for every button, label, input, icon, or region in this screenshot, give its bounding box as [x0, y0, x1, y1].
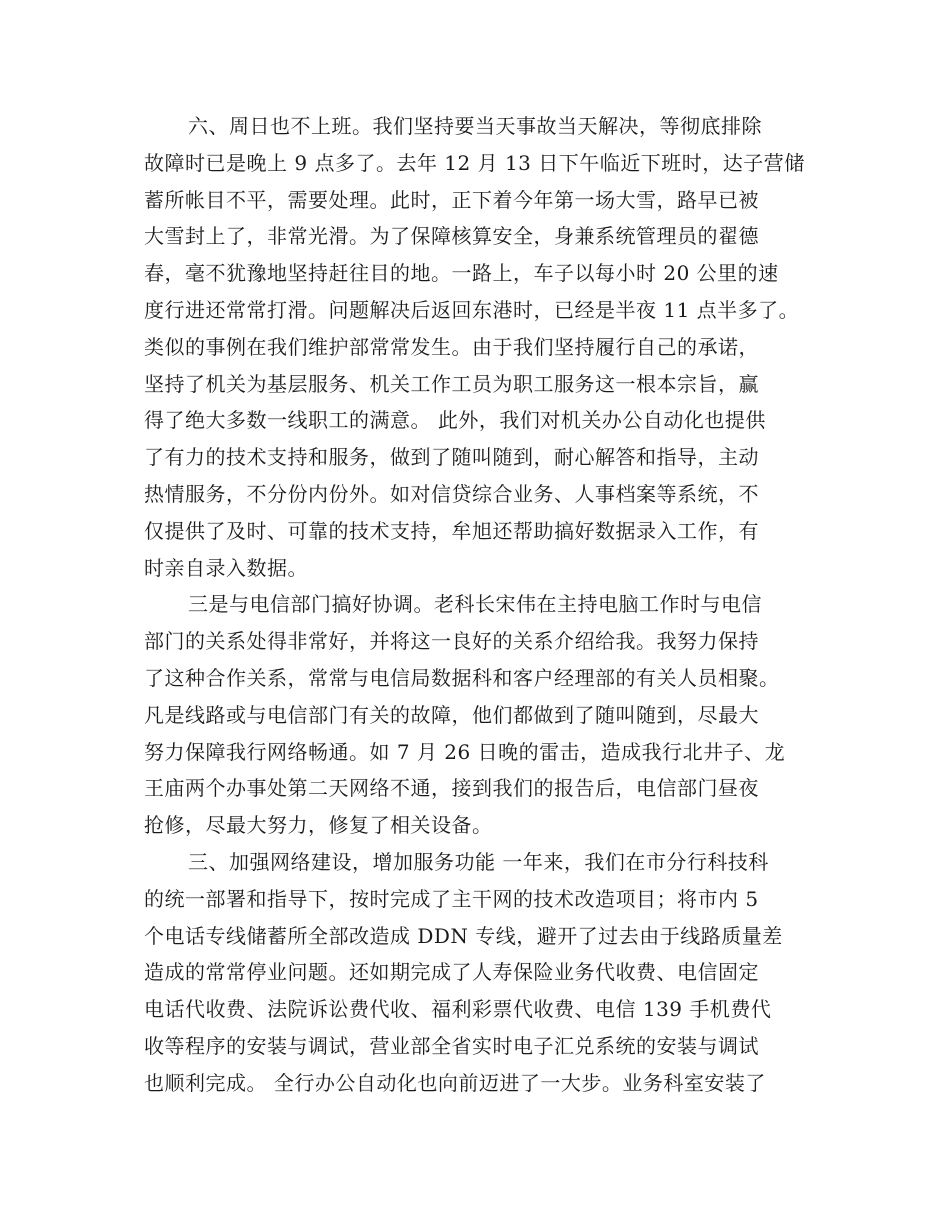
text-line: 了这种合作关系，常常与电信局数据科和客户经理部的有关人员相聚。: [144, 665, 780, 690]
text-line: 度行进还常常打滑。问题解决后返回东港时，已经是半夜 11 点半多了。: [144, 297, 800, 322]
text-line: 的统一部署和指导下，按时完成了主干网的技术改造项目；将市内 5: [144, 886, 759, 911]
text-line: 六、周日也不上班。我们坚持要当天事故当天解决，等彻底排除: [188, 114, 762, 138]
text-line: 故障时已是晚上 9 点多了。去年 12 月 13 日下午临近下班时，达子营储: [144, 150, 805, 175]
text-line: 时亲自录入数据。: [144, 555, 308, 580]
text-line: 三、加强网络建设，增加服务功能 一年来，我们在市分行科技科: [188, 849, 769, 874]
text-line: 得了绝大多数一线职工的满意。 此外，我们对机关办公自动化也提供: [144, 408, 766, 433]
text-line: 三是与电信部门搞好协调。老科长宋伟在主持电脑工作时与电信: [188, 592, 762, 617]
text-line: 收等程序的安装与调试，营业部全省实时电子汇兑系统的安装与调试: [144, 1033, 759, 1058]
text-line: 坚持了机关为基层服务、机关工作工员为职工服务这一根本宗旨，赢: [144, 371, 759, 396]
text-line: 热情服务，不分份内份外。如对信贷综合业务、人事档案等系统，不: [144, 481, 759, 506]
document-body: [144, 108, 824, 1102]
text-line: 春，毫不犹豫地坚持赶往目的地。一路上，车子以每小时 20 公里的速: [144, 261, 779, 286]
text-line: 也顺利完成。 全行办公自动化也向前迈进了一大步。业务科室安装了: [144, 1070, 766, 1095]
text-line: 王庙两个办事处第二天网络不通，接到我们的报告后，电信部门昼夜: [144, 776, 759, 801]
text-line: 抢修，尽最大努力，修复了相关设备。: [144, 813, 493, 838]
text-line: 了有力的技术支持和服务，做到了随叫随到，耐心解答和指导，主动: [144, 445, 759, 470]
text-line: 部门的关系处得非常好，并将这一良好的关系介绍给我。我努力保持: [144, 629, 759, 654]
text-line: 造成的常常停业问题。还如期完成了人寿保险业务代收费、电信固定: [144, 960, 759, 985]
text-line: 个电话专线储蓄所全部改造成 DDN 专线，避开了过去由于线路质量差: [144, 923, 783, 948]
text-line: 仅提供了及时、可靠的技术支持，牟旭还帮助搞好数据录入工作，有: [144, 518, 759, 543]
text-line: 大雪封上了，非常光滑。为了保障核算安全，身兼系统管理员的翟德: [144, 224, 759, 249]
text-line: 凡是线路或与电信部门有关的故障，他们都做到了随叫随到，尽最大: [144, 702, 759, 727]
text-line: 类似的事例在我们维护部常常发生。由于我们坚持履行自己的承诺，: [144, 334, 759, 359]
text-line: 电话代收费、法院诉讼费代收、福利彩票代收费、电信 139 手机费代: [144, 997, 772, 1022]
text-line: 努力保障我行网络畅通。如 7 月 26 日晚的雷击，造成我行北井子、龙: [144, 739, 786, 764]
text-line: 蓄所帐目不平，需要处理。此时，正下着今年第一场大雪，路早已被: [144, 187, 759, 212]
